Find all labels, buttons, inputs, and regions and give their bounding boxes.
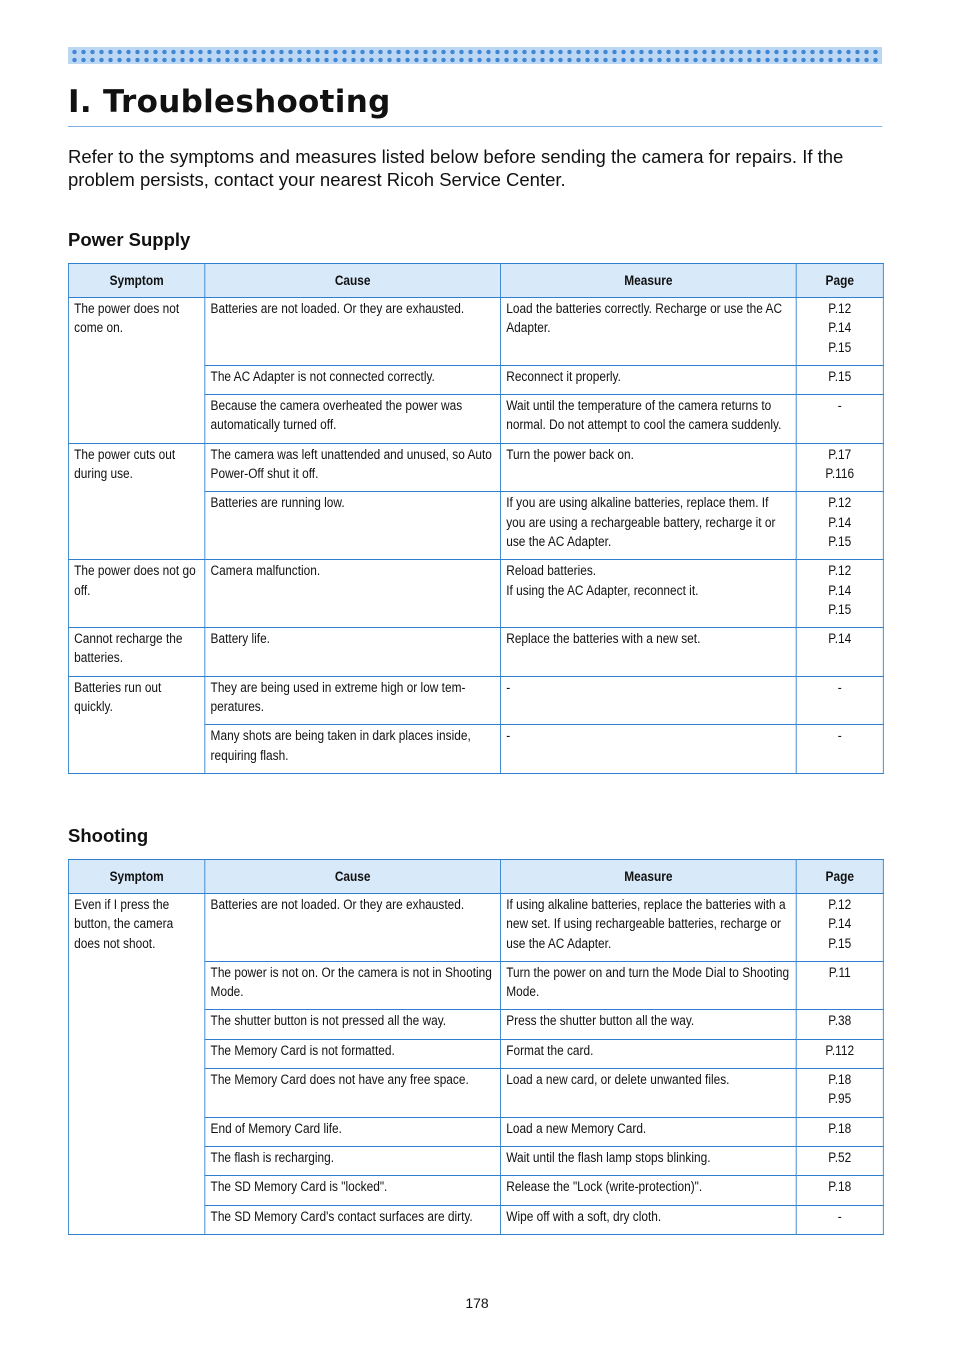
cause-cell: The SD Memory Card is "locked". <box>205 1176 501 1205</box>
cause-cell: Batteries are not loaded. Or they are exhausted. <box>205 894 501 962</box>
measure-cell: Wait until the temperature of the camera returns to normal. Do not attempt to cool the camera suddenly. <box>501 395 797 444</box>
page-reference: P.18 <box>828 1179 852 1195</box>
page-reference: P.15 <box>828 935 852 951</box>
page-column-header: Page <box>796 860 883 894</box>
page-reference: P.15 <box>828 533 852 549</box>
page-cell <box>796 961 883 1010</box>
measure-cell: Load a new Memory Card. <box>501 1117 797 1146</box>
cause-cell: Many shots are being taken in dark places inside, requiring flash. <box>205 725 501 774</box>
measure-cell: Wait until the flash lamp stops blinking. <box>501 1146 797 1175</box>
measure-cell: Reload batteries. If using the AC Adapter, reconnect it. <box>501 560 797 628</box>
page-reference: P.12 <box>828 301 852 316</box>
measure-cell: Reconnect it properly. <box>501 365 797 394</box>
page-reference: P.95 <box>828 1091 852 1107</box>
cause-column-header: Cause <box>205 264 501 298</box>
measure-cell: Release the "Lock (write-protection)". <box>501 1176 797 1205</box>
cause-cell: Batteries are not loaded. Or they are exhausted. <box>205 298 501 366</box>
page-reference: P.11 <box>828 964 851 980</box>
cause-cell: Battery life. <box>205 628 501 677</box>
page-cell <box>796 1146 883 1175</box>
power-supply-table <box>68 263 884 774</box>
title-underline <box>68 126 882 127</box>
measure-cell: Press the shutter button all the way. <box>501 1010 797 1039</box>
cause-cell: The AC Adapter is not connected correctly. <box>205 365 501 394</box>
page-reference: P.18 <box>828 1120 852 1136</box>
cause-cell: They are being used in extreme high or low tem-peratures. <box>205 676 501 725</box>
symptom-cell: Even if I press the button, the camera does not shoot. <box>68 894 204 1235</box>
page-reference: P.15 <box>828 601 852 617</box>
page-column-header: Page <box>796 264 883 298</box>
page-cell <box>796 365 883 394</box>
measure-cell: Wipe off with a soft, dry cloth. <box>501 1205 797 1234</box>
page-cell <box>796 1176 883 1205</box>
table-row <box>68 676 883 725</box>
measure-cell: Load the batteries correctly. Recharge or use the AC Adapter. <box>501 298 797 366</box>
page-cell <box>796 560 883 628</box>
measure-cell: If using alkaline batteries, replace the batteries with a new set. If using rechargeable batteries, recharge or use the AC Adapter. <box>501 894 797 962</box>
page-reference: - <box>837 1208 842 1224</box>
page-reference: P.116 <box>825 466 855 482</box>
symptom-cell: The power does not come on. <box>68 298 204 444</box>
page-reference: P.52 <box>828 1149 852 1165</box>
page-cell <box>796 725 883 774</box>
page-reference: P.18 <box>828 1072 852 1088</box>
cause-cell: End of Memory Card life. <box>205 1117 501 1146</box>
page-reference: P.14 <box>828 320 852 336</box>
page-reference: P.14 <box>828 916 852 932</box>
decorative-header-band <box>68 47 882 64</box>
cause-cell: Camera malfunction. <box>205 560 501 628</box>
page-reference: P.15 <box>828 339 852 355</box>
page-cell <box>796 443 883 492</box>
page-cell <box>796 1010 883 1039</box>
page-cell <box>796 676 883 725</box>
measure-cell: Replace the batteries with a new set. <box>501 628 797 677</box>
page-reference: - <box>837 398 842 414</box>
page-reference: P.12 <box>828 563 852 579</box>
page-reference: P.38 <box>828 1013 852 1029</box>
page-reference: P.14 <box>828 514 852 530</box>
page-reference: P.12 <box>828 897 852 912</box>
symptom-cell: Batteries run out quickly. <box>68 676 204 773</box>
table-row <box>68 443 883 492</box>
intro-paragraph: Refer to the symptoms and measures listed below before sending the camera for repairs. If the problem persists, contact your nearest Ricoh Service Center. <box>68 146 844 190</box>
measure-cell: Load a new card, or delete unwanted files. <box>501 1069 797 1118</box>
shooting-heading: Shooting <box>68 825 149 846</box>
page-cell <box>796 1069 883 1118</box>
symptom-column-header: Symptom <box>68 264 204 298</box>
table-row <box>68 560 883 628</box>
cause-cell: The SD Memory Card's contact surfaces are dirty. <box>205 1205 501 1234</box>
page-reference: P.12 <box>828 495 852 511</box>
page-cell <box>796 298 883 366</box>
cause-cell: The Memory Card does not have any free space. <box>205 1069 501 1118</box>
shooting-table <box>68 859 884 1235</box>
cause-cell: The flash is recharging. <box>205 1146 501 1175</box>
symptom-cell: The power cuts out during use. <box>68 443 204 559</box>
measure-cell: - <box>501 725 797 774</box>
page-number: 178 <box>465 1295 489 1311</box>
page-reference: P.14 <box>828 582 852 598</box>
page-cell <box>796 1039 883 1068</box>
measure-column-header: Measure <box>501 860 797 894</box>
page-cell <box>796 628 883 677</box>
cause-cell: Because the camera overheated the power was automatically turned off. <box>205 395 501 444</box>
table-header-row <box>68 860 883 894</box>
page-reference: P.14 <box>828 631 852 647</box>
page-cell <box>796 1117 883 1146</box>
page-reference: P.15 <box>828 368 852 384</box>
page-reference: - <box>837 679 842 695</box>
page-cell <box>796 894 883 962</box>
cause-column-header: Cause <box>205 860 501 894</box>
table-row <box>68 894 883 962</box>
page-title: I. Troubleshooting <box>68 84 391 120</box>
page-reference: - <box>837 728 842 744</box>
measure-cell: - <box>501 676 797 725</box>
cause-cell: The shutter button is not pressed all the way. <box>205 1010 501 1039</box>
page-reference: P.112 <box>825 1042 855 1058</box>
page-cell <box>796 395 883 444</box>
table-row <box>68 298 883 366</box>
table-header-row <box>68 264 883 298</box>
cause-cell: The camera was left unattended and unused, so Auto Power-Off shut it off. <box>205 443 501 492</box>
page-cell <box>796 1205 883 1234</box>
power-supply-heading: Power Supply <box>68 229 191 250</box>
page-reference: P.17 <box>828 446 852 462</box>
page-cell <box>796 492 883 560</box>
cause-cell: Batteries are running low. <box>205 492 501 560</box>
cause-cell: The power is not on. Or the camera is not in Shooting Mode. <box>205 961 501 1010</box>
measure-cell: Turn the power back on. <box>501 443 797 492</box>
cause-cell: The Memory Card is not formatted. <box>205 1039 501 1068</box>
symptom-column-header: Symptom <box>68 860 204 894</box>
measure-column-header: Measure <box>501 264 797 298</box>
measure-cell: If you are using alkaline batteries, replace them. If you are using a rechargeable battery, recharge it or use the AC Adapter. <box>501 492 797 560</box>
table-row <box>68 628 883 677</box>
measure-cell: Format the card. <box>501 1039 797 1068</box>
symptom-cell: The power does not go off. <box>68 560 204 628</box>
symptom-cell: Cannot recharge the batteries. <box>68 628 204 677</box>
measure-cell: Turn the power on and turn the Mode Dial to Shooting Mode. <box>501 961 797 1010</box>
